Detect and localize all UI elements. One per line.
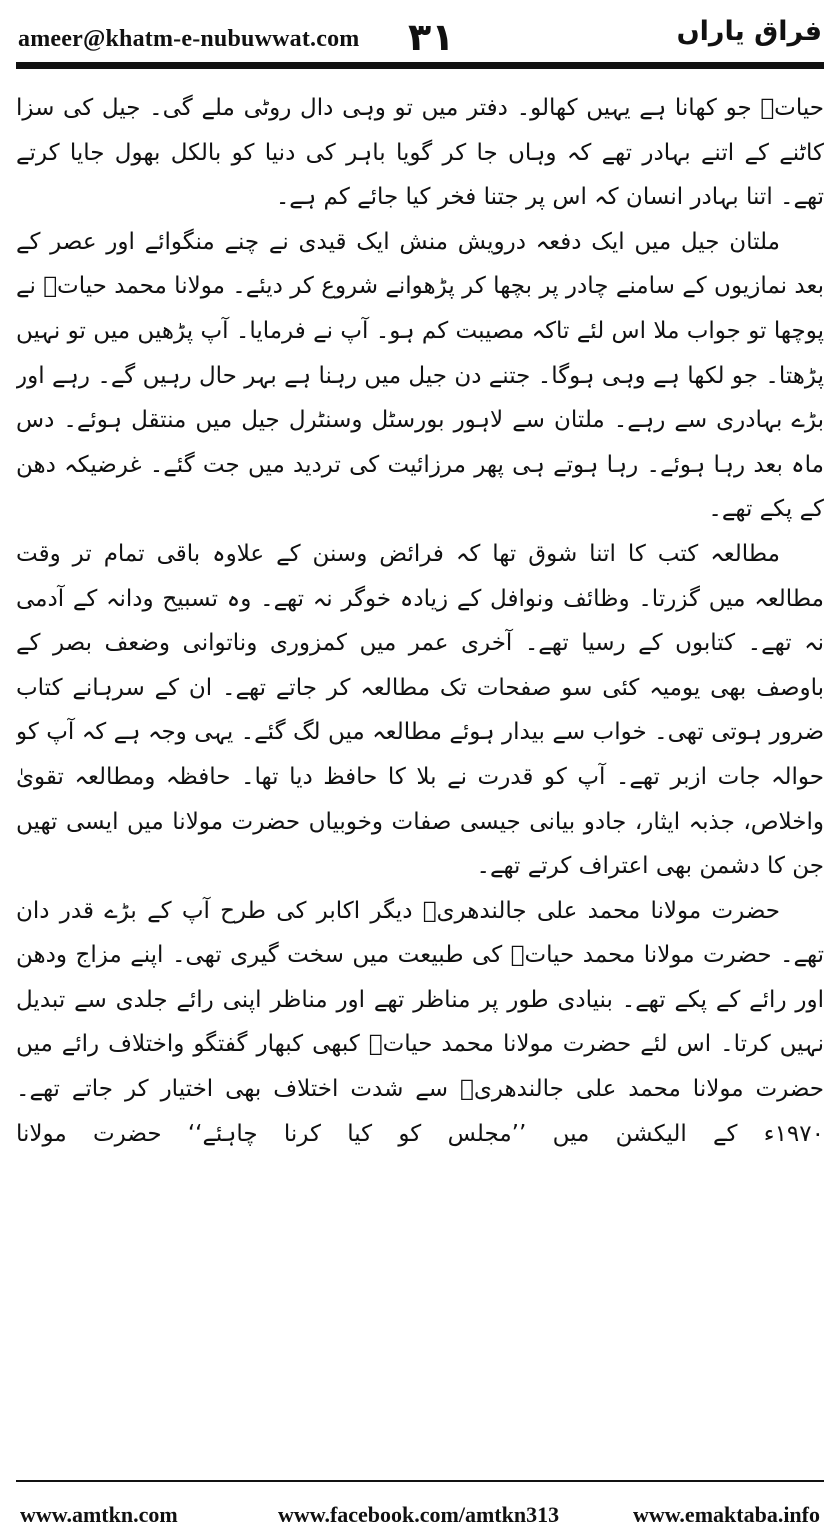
book-title: فراق یاراں: [676, 16, 822, 47]
page-number: ۳۱: [408, 15, 455, 59]
paragraph-4: حضرت مولانا محمد علی جالندھریؒ دیگر اکابر کی طرح آپ کے بڑے قدر دان تھے۔ حضرت مولانا محمد حیاتؒ کی طبیعت میں سخت گیری تھی۔ اپنے مزاج ودھن اور رائے کے پکے تھے۔ بنیادی طور پر مناظر تھے اور مناظر اپنی رائے جلدی سے تبدیل نہیں کرتا۔ اس لئے حضرت مولانا محمد حیاتؒ کبھی کبھار گفتگو واختلاف رائے میں حضرت مولانا محمد علی جالندھریؒ سے شدت اختلاف بھی اختیار کر جاتے تھے۔ ۱۹۷۰ء کے الیکشن میں ’’مجلس کو کیا کرنا چاہئے‘‘ حضرت مولانا: [16, 897, 824, 1147]
page-footer: [16, 1494, 824, 1528]
footer-link-facebook[interactable]: www.facebook.com/amtkn313: [278, 1502, 560, 1527]
header-email: ameer@khatm-e-nubuwwat.com: [18, 26, 360, 52]
paragraph-1: حیاتؒ جو کھانا ہے یہیں کھالو۔ دفتر میں تو وہی دال روٹی ملے گی۔ جیل کی سزا کاٹنے کے اتنے بہادر تھے کہ وہاں جا کر گویا باہر کی دنیا کو بالکل بھول جایا کرتے تھے۔ اتنا بہادر انسان کہ اس پر جتنا فخر کیا جائے کم ہے۔: [16, 95, 824, 211]
page-body: [16, 86, 824, 1442]
paragraph-3: مطالعہ کتب کا اتنا شوق تھا کہ فرائض وسنن کے علاوہ باقی تمام تر وقت مطالعہ میں گزرتا۔ وظائف ونوافل کے زیادہ خوگر نہ تھے۔ وہ تسبیح ودانہ کے آدمی نہ تھے۔ کتابوں کے رسیا تھے۔ آخری عمر میں کمزوری وناتوانی وضعف بصر کے باوصف بھی یومیہ کئی سو صفحات تک مطالعہ کر جاتے تھے۔ ان کے سرہانے کتاب ضرور ہوتی تھی۔ خواب سے بیدار ہوئے مطالعہ میں لگ گئے۔ یہی وجہ ہے کہ آپ کو حوالہ جات ازبر تھے۔ آپ کو قدرت نے بلا کا حافظ دیا تھا۔ حافظہ ومطالعہ تقویٰ واخلاص، جذبہ ایثار، جادو بیانی جیسی صفات وخوبیاں حضرت مولانا میں ایسی تھیں جن کا دشمن بھی اعتراف کرتے تھے۔: [16, 540, 824, 880]
footer-rule: [16, 1480, 824, 1482]
header-rule: [16, 62, 824, 69]
footer-link-emaktaba[interactable]: www.emaktaba.info: [632, 1502, 820, 1527]
footer-link-amtkn[interactable]: www.amtkn.com: [20, 1502, 178, 1527]
page-header: [16, 14, 824, 60]
paragraph-2: ملتان جیل میں ایک دفعہ درویش منش ایک قیدی نے چنے منگوائے اور عصر کے بعد نمازیوں کے سامنے چادر پر بچھا کر پڑھوانے شروع کر دیئے۔ مولانا محمد حیاتؒ نے پوچھا تو جواب ملا اس لئے تاکہ مصیبت کم ہو۔ آپ نے فرمایا۔ آپ پڑھیں میں تو نہیں پڑھتا۔ جو لکھا ہے وہی ہوگا۔ جتنے دن جیل میں رہنا ہے بہر حال رہیں گے۔ رہے اور بڑے بہادری سے رہے۔ ملتان سے لاہور بورسٹل وسنٹرل جیل میں منتقل ہوئے۔ دس ماہ بعد رہا ہوئے۔ رہا ہوتے ہی پھر مرزائیت کی تردید میں جت گئے۔ غرضیکہ دھن کے پکے تھے۔: [16, 228, 824, 523]
